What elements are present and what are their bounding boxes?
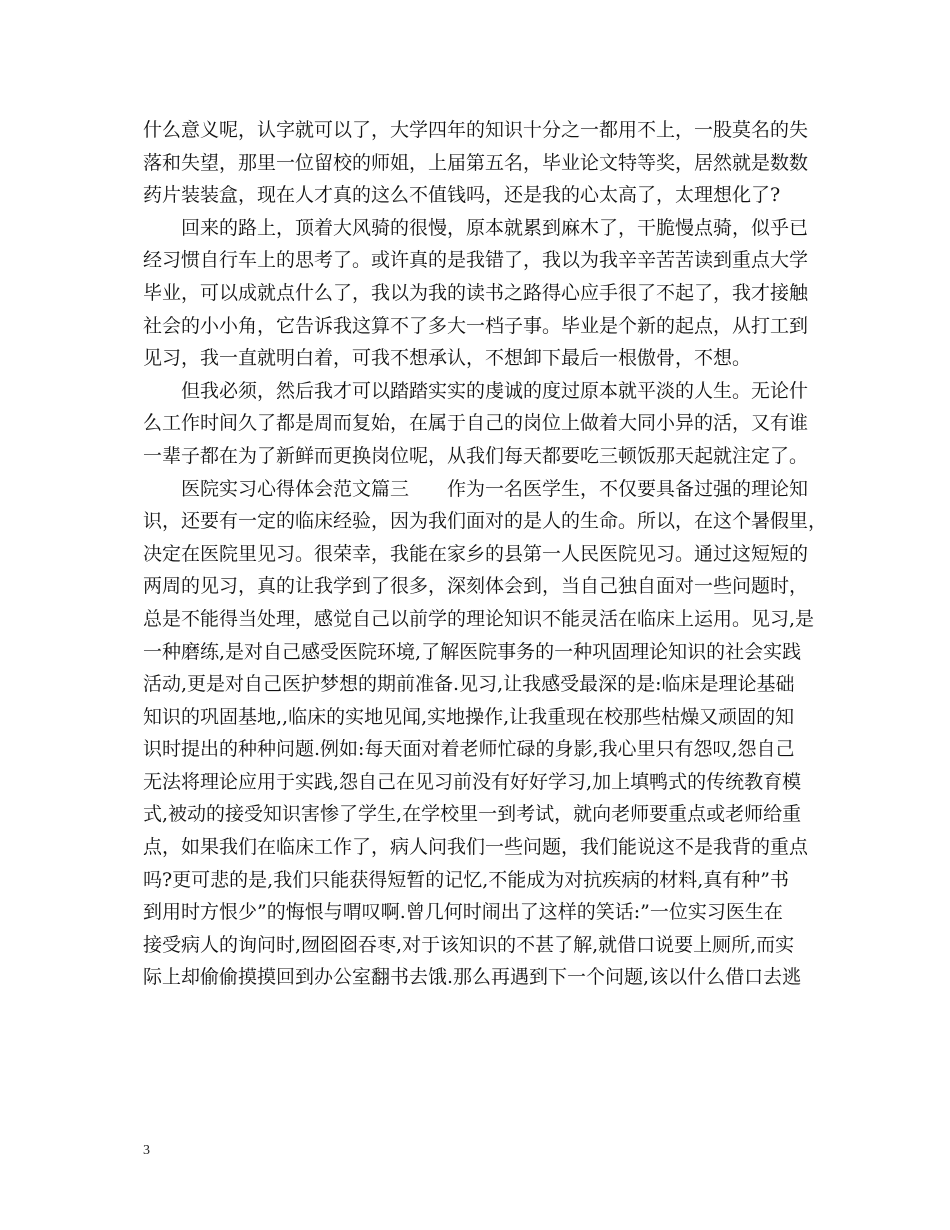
text-line: 但我必须，然后我才可以踏踏实实的虔诚的度过原本就平淡的人生。无论什	[143, 379, 809, 402]
text-line: 点，如果我们在临床工作了，病人问我们一些问题，我们能说这不是我背的重点	[143, 836, 809, 859]
text-line: 落和失望，那里一位留校的师姐，上届第五名，毕业论文特等奖，居然就是数数	[143, 151, 809, 174]
text-line: 识，还要有一定的临床经验，因为我们面对的是人的生命。所以，在这个暑假里，	[143, 510, 828, 533]
text-line: 知识的巩固基地,,临床的实地见闻,实地操作,让我重现在校那些枯燥又顽固的知	[143, 705, 795, 728]
text-line: 无法将理论应用于实践,怨自己在见习前没有好好学习,加上填鸭式的传统教育模	[143, 770, 802, 793]
text-line: 活动,更是对自己医护梦想的期前准备.见习,让我感受最深的是:临床是理论基础	[143, 673, 795, 696]
text-line: 两周的见习，真的让我学到了很多，深刻体会到，当自己独自面对一些问题时，	[143, 575, 809, 598]
text-line: 接受病人的询问时,囫囵囵吞枣,对于该知识的不甚了解,就借口说要上厕所,而实	[143, 933, 795, 956]
text-line: 际上却偷偷摸摸回到办公室翻书去饿.那么再遇到下一个问题,该以什么借口去逃	[143, 966, 802, 989]
text-line: 见习，我一直就明白着，可我不想承认，不想卸下最后一根傲骨，不想。	[143, 347, 752, 370]
text-line: 经习惯自行车上的思考了。或许真的是我错了，我以为我辛辛苦苦读到重点大学	[143, 249, 809, 272]
text-line: 药片装装盒，现在人才真的这么不值钱吗，还是我的心太高了，太理想化了?	[143, 184, 781, 207]
text-line: 医院实习心得体会范文篇三 作为一名医学生，不仅要具备过强的理论知	[143, 477, 809, 500]
text-line: 决定在医院里见习。很荣幸，我能在家乡的县第一人民医院见习。通过这短短的	[143, 542, 809, 565]
text-line: 式,被动的接受知识害惨了学生,在学校里一到考试，就向老师要重点或老师给重	[143, 803, 802, 826]
text-line: 总是不能得当处理，感觉自己以前学的理论知识不能灵活在临床上运用。见习,是	[143, 607, 815, 630]
text-line: 什么意义呢，认字就可以了，大学四年的知识十分之一都用不上，一股莫名的失	[143, 119, 809, 141]
text-line: 一辈子都在为了新鲜而更换岗位呢，从我们每天都要吃三顿饭那天起就注定了。	[143, 444, 809, 467]
text-line: 么工作时间久了都是周而复始，在属于自己的岗位上做着大同小异的活，又有谁	[143, 412, 809, 435]
text-line: 毕业，可以成就点什么了，我以为我的读书之路得心应手很了不起了，我才接触	[143, 281, 809, 304]
body-text	[143, 114, 828, 994]
page-number: 3	[143, 1143, 150, 1158]
text-line: 一种磨练,是对自己感受医院环境,了解医院事务的一种巩固理论知识的社会实践	[143, 640, 802, 663]
text-line: 社会的小小角，它告诉我这算不了多大一档子事。毕业是个新的起点，从打工到	[143, 314, 809, 337]
text-line: 到用时方恨少”的悔恨与喟叹啊.曾几何时闹出了这样的笑话:”一位实习医生在	[143, 901, 783, 924]
text-line: 吗?更可悲的是,我们只能获得短暂的记忆,不能成为对抗疾病的材料,真有种”书	[143, 868, 790, 891]
text-line: 回来的路上，顶着大风骑的很慢，原本就累到麻木了，干脆慢点骑，似乎已	[143, 216, 809, 239]
text-line: 识时提出的种种问题.例如:每天面对着老师忙碌的身影,我心里只有怨叹,怨自己	[143, 738, 795, 761]
